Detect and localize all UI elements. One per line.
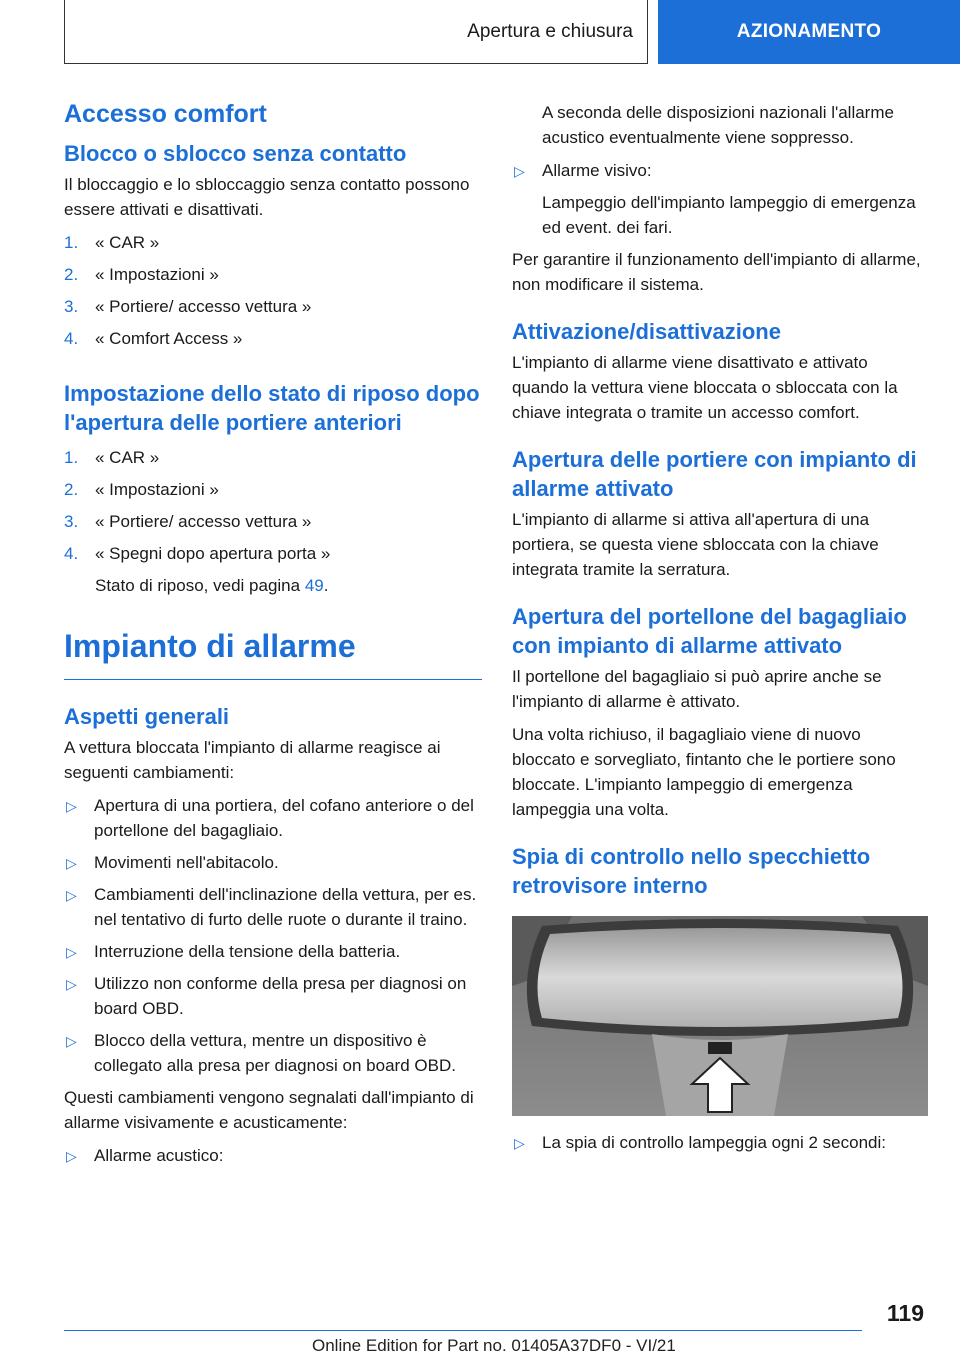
rest-state-steps [64,445,482,598]
indicator-heading: Spia di controllo nello specchietto retrovisore interno [512,844,871,898]
triangle-bullet-icon: ▷ [66,1033,77,1049]
edition-footer: Online Edition for Part no. 01405A37DF0 - VI/21 [312,1336,676,1355]
doors-heading: Apertura delle portiere con impianto di allarme attivato [512,447,917,501]
rest-state-heading: Impostazione dello stato di riposo dopo l'apertura delle portiere anteriori [64,381,480,435]
guarantee-text: Per garantire il funzionamento dell'impianto di allarme, non modificare il sistema. [512,250,921,294]
acoustic-list [64,1143,482,1168]
triangle-bullet-icon: ▷ [66,855,77,871]
list-item: ▷ Apertura di una portiera, del cofano anteriore o del portellone del bagagliaio. [66,796,474,840]
signal-text: Questi cambiamenti vengono segnalati dall'impianto di allarme visivamente e acusticamente: [64,1088,474,1132]
right-column [512,100,928,1162]
list-item: ▷ La spia di controllo lampeggia ogni 2 secondi: [512,1130,928,1155]
list-item: 1. « CAR » [64,233,160,252]
list-item: 4. « Spegni dopo apertura porta » Stato di riposo, vedi pagina 49. [64,541,482,598]
acoustic-note: A seconda delle disposizioni nazionali l'allarme acustico eventualmente viene soppresso. [542,103,894,147]
list-item: ▷ Utilizzo non conforme della presa per diagnosi on board OBD. [66,974,467,1018]
tailgate-text-1: Il portellone del bagagliaio si può aprire anche se l'impianto di allarme è attivato. [512,667,882,711]
activation-heading: Attivazione/disattivazione [512,319,781,344]
triangle-bullet-icon: ▷ [514,1135,525,1151]
list-item: 3. « Portiere/ accesso vettura » [64,512,312,531]
keyless-heading: Blocco o sblocco senza contatto [64,141,407,166]
list-item: ▷ Blocco della vettura, mentre un dispositivo è collegato alla presa per diagnosi on board OBD. [66,1031,456,1075]
rest-state-note: Stato di riposo, vedi pagina 49. [95,576,329,595]
rearview-mirror-image [512,916,928,1116]
left-column [64,100,482,1175]
triangle-bullet-icon: ▷ [66,887,77,903]
list-item: 2. « Impostazioni » [64,265,219,284]
triangle-bullet-icon: ▷ [66,1148,77,1164]
alarm-system-heading: Impianto di allarme [64,628,482,680]
tailgate-text-2: Una volta richiuso, il bagagliaio viene di nuovo bloccato e sorvegliato, fintanto che le portiere sono bloccate. L'impianto lampeggio di emergenza lampeggia una volta. [512,725,896,819]
triangle-bullet-icon: ▷ [514,163,525,179]
header-section-title: Apertura e chiusura [467,20,633,42]
list-item: 2. « Impostazioni » [64,480,219,499]
triangle-bullet-icon: ▷ [66,798,77,814]
footer-divider [64,1330,862,1331]
triangle-bullet-icon: ▷ [66,944,77,960]
page-number: 119 [886,1300,924,1326]
list-item: ▷ Allarme acustico: [64,1143,482,1168]
alarm-triggers-list [64,793,482,1078]
header-section-box [64,0,648,64]
general-heading: Aspetti generali [64,704,230,729]
activation-text: L'impianto di allarme viene disattivato e attivato quando la vettura viene bloccata o sbloccata con la chiave integrata o tramite un accesso comfort. [512,353,898,422]
list-item: ▷ Interruzione della tensione della batteria. [64,939,482,964]
chapter-tab[interactable]: AZIONAMENTO [658,0,960,64]
comfort-access-heading: Accesso comfort [64,100,267,128]
keyless-text: Il bloccaggio e lo sbloccaggio senza contatto possono essere attivati e disattivati. [64,175,470,219]
page-link-49[interactable]: 49 [304,576,324,595]
visual-list [512,158,928,240]
list-item: ▷ Allarme visivo: Lampeggio dell'impianto lampeggio di emergenza ed event. dei fari. [512,158,928,240]
list-item: ▷ Movimenti nell'abitacolo. [64,850,482,875]
doors-text: L'impianto di allarme si attiva all'apertura di una portiera, se questa viene sbloccata con la chiave integrata tramite la serratura. [512,510,879,579]
visual-note: Lampeggio dell'impianto lampeggio di emergenza ed event. dei fari. [542,193,916,237]
keyless-steps [64,230,482,351]
general-intro: A vettura bloccata l'impianto di allarme reagisce ai seguenti cambiamenti: [64,738,441,782]
list-item: 4. « Comfort Access » [64,329,243,348]
list-item: ▷ Cambiamenti dell'inclinazione della vettura, per es. nel tentativo di furto delle ruote o durante il traino. [66,885,477,929]
triangle-bullet-icon: ▷ [66,976,77,992]
tailgate-heading: Apertura del portellone del bagagliaio con impianto di allarme attivato [512,604,907,658]
indicator-list [512,1130,928,1155]
list-item: 1. « CAR » [64,448,160,467]
list-item: 3. « Portiere/ accesso vettura » [64,297,312,316]
